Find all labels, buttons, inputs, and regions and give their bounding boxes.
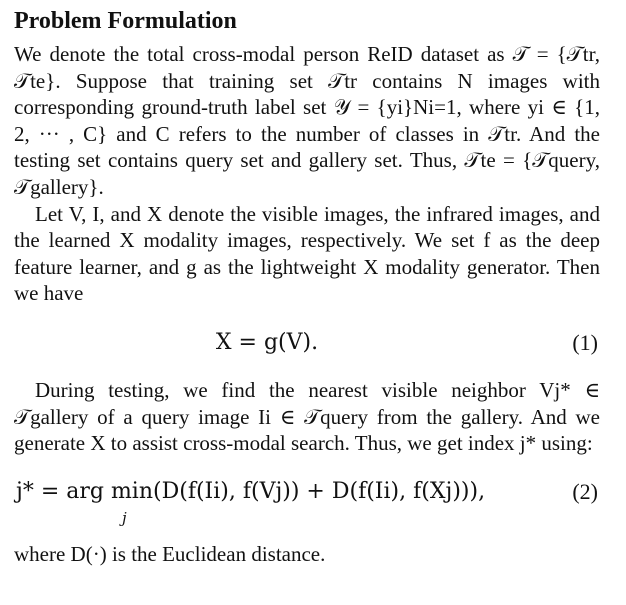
paragraph-testing: During testing, we find the nearest visible neighbor Vj* ∈ 𝒯gallery of a query image Ii ∈ 𝒯query from the gallery. And we generate X to assist cross-modal search. Thus, we get index j* using: (14, 377, 600, 456)
paragraph-notation: Let V, I, and X denote the visible images, the infrared images, and the learned X modality images, respectively. We set f as the deep feature learner, and g as the lightweight X modality generator. Then we have (14, 201, 600, 306)
equation-1-number: (1) (572, 329, 598, 355)
equation-2-argmin-subscript: j (122, 508, 127, 527)
equation-2-expression: j* = arg min(D(f(Ii), f(Vj)) + D(f(Ii), f(Xj))), (16, 478, 486, 504)
paragraph-dataset-definition: We denote the total cross-modal person ReID dataset as 𝒯 = {𝒯tr, 𝒯te}. Suppose that training set 𝒯tr contains N images with corresponding ground-truth label set 𝒴 = {yi}Ni=1, where yi ∈ {1, 2, ··· , C} and C refers to the number of classes in 𝒯tr. And the testing set contains query set and gallery set. Thus, 𝒯te = {𝒯query, 𝒯gallery}. (14, 42, 600, 199)
section-heading: Problem Formulation (14, 8, 237, 34)
equation-1 (14, 323, 600, 363)
equation-2 (14, 469, 600, 527)
equation-1-expression: X = g(V). (215, 329, 319, 355)
equation-2-number: (2) (572, 478, 598, 504)
paragraph-distance-definition: where D(·) is the Euclidean distance. (14, 541, 326, 566)
paper-page (14, 6, 600, 567)
